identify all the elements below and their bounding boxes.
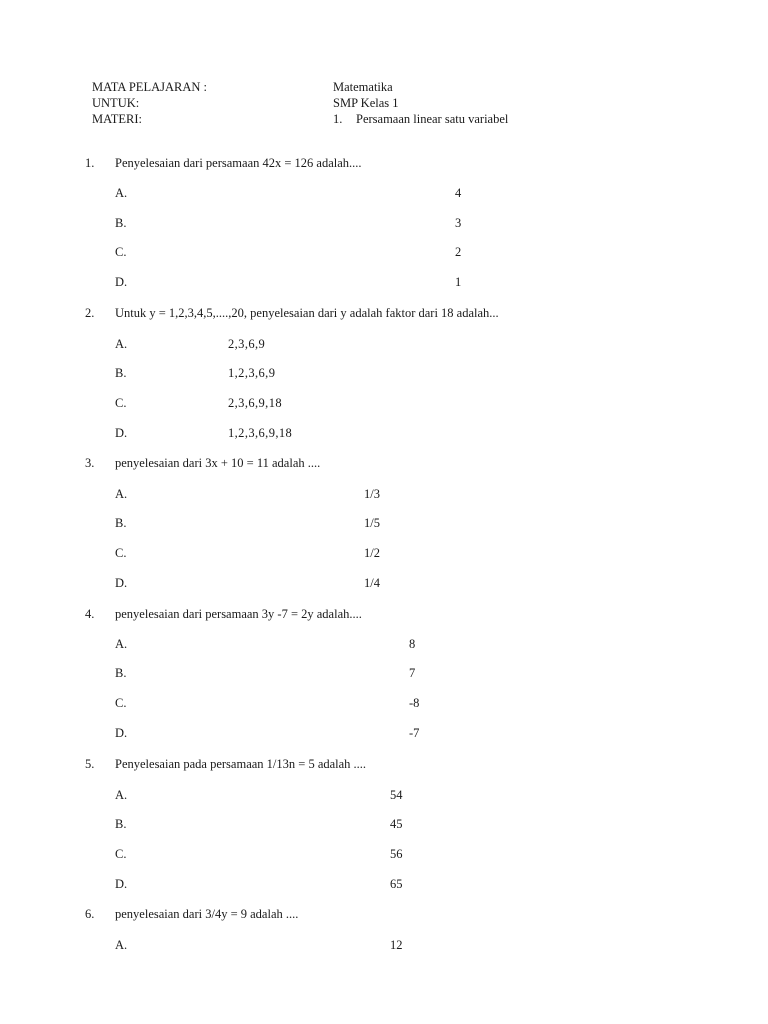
option-value: 1,2,3,6,9 (228, 366, 276, 380)
option-value: 45 (390, 817, 403, 831)
question-text: Penyelesaian pada persamaan 1/13n = 5 adalah .... (115, 757, 367, 771)
option-value: 56 (390, 847, 403, 861)
option-letter: C. (115, 245, 127, 259)
question-text: penyelesaian dari persamaan 3y -7 = 2y adalah.... (115, 607, 362, 621)
question-text: penyelesaian dari 3x + 10 = 11 adalah .... (115, 456, 321, 470)
subject-label: MATA PELAJARAN : (92, 80, 207, 94)
for-label: UNTUK: (92, 96, 140, 110)
option-value: 2,3,6,9,18 (228, 396, 282, 410)
option-value: 12 (390, 938, 403, 952)
question-number: 4. (85, 607, 95, 621)
material-value: Persamaan linear satu variabel (356, 112, 509, 126)
subject-value: Matematika (333, 80, 393, 94)
option-value: -7 (409, 726, 420, 740)
question-text: penyelesaian dari 3/4y = 9 adalah .... (115, 907, 299, 921)
option-letter: B. (115, 366, 127, 380)
option-letter: A. (115, 186, 128, 200)
option-value: 54 (390, 788, 403, 802)
option-letter: D. (115, 275, 128, 289)
option-letter: B. (115, 666, 127, 680)
option-letter: A. (115, 938, 128, 952)
option-value: 1,2,3,6,9,18 (228, 426, 293, 440)
option-letter: B. (115, 817, 127, 831)
question-text: Penyelesaian dari persamaan 42x = 126 adalah.... (115, 156, 362, 170)
option-letter: A. (115, 637, 128, 651)
option-letter: B. (115, 216, 127, 230)
option-letter: D. (115, 426, 128, 440)
option-value: 1/2 (364, 546, 380, 560)
question-number: 2. (85, 306, 95, 320)
option-value: 65 (390, 877, 403, 891)
option-letter: A. (115, 337, 128, 351)
option-letter: C. (115, 546, 127, 560)
material-number: 1. (333, 112, 343, 126)
question-number: 5. (85, 757, 95, 771)
option-letter: C. (115, 396, 127, 410)
option-value: 1/3 (364, 487, 380, 501)
option-value: 4 (455, 186, 462, 200)
for-value: SMP Kelas 1 (333, 96, 399, 110)
option-value: 7 (409, 666, 416, 680)
option-letter: C. (115, 696, 127, 710)
question-number: 3. (85, 456, 95, 470)
option-value: 2,3,6,9 (228, 337, 266, 351)
option-value: 8 (409, 637, 416, 651)
option-value: 3 (455, 216, 462, 230)
option-letter: A. (115, 788, 128, 802)
option-letter: B. (115, 516, 127, 530)
question-number: 1. (85, 156, 95, 170)
option-value: 2 (455, 245, 462, 259)
option-value: 1 (455, 275, 462, 289)
option-value: 1/4 (364, 576, 380, 590)
option-letter: D. (115, 877, 128, 891)
option-value: 1/5 (364, 516, 380, 530)
option-letter: A. (115, 487, 128, 501)
question-number: 6. (85, 907, 95, 921)
question-text: Untuk y = 1,2,3,4,5,....,20, penyelesaian dari y adalah faktor dari 18 adalah... (115, 306, 499, 320)
option-letter: D. (115, 726, 128, 740)
option-letter: C. (115, 847, 127, 861)
material-label: MATERI: (92, 112, 142, 126)
option-value: -8 (409, 696, 420, 710)
option-letter: D. (115, 576, 128, 590)
